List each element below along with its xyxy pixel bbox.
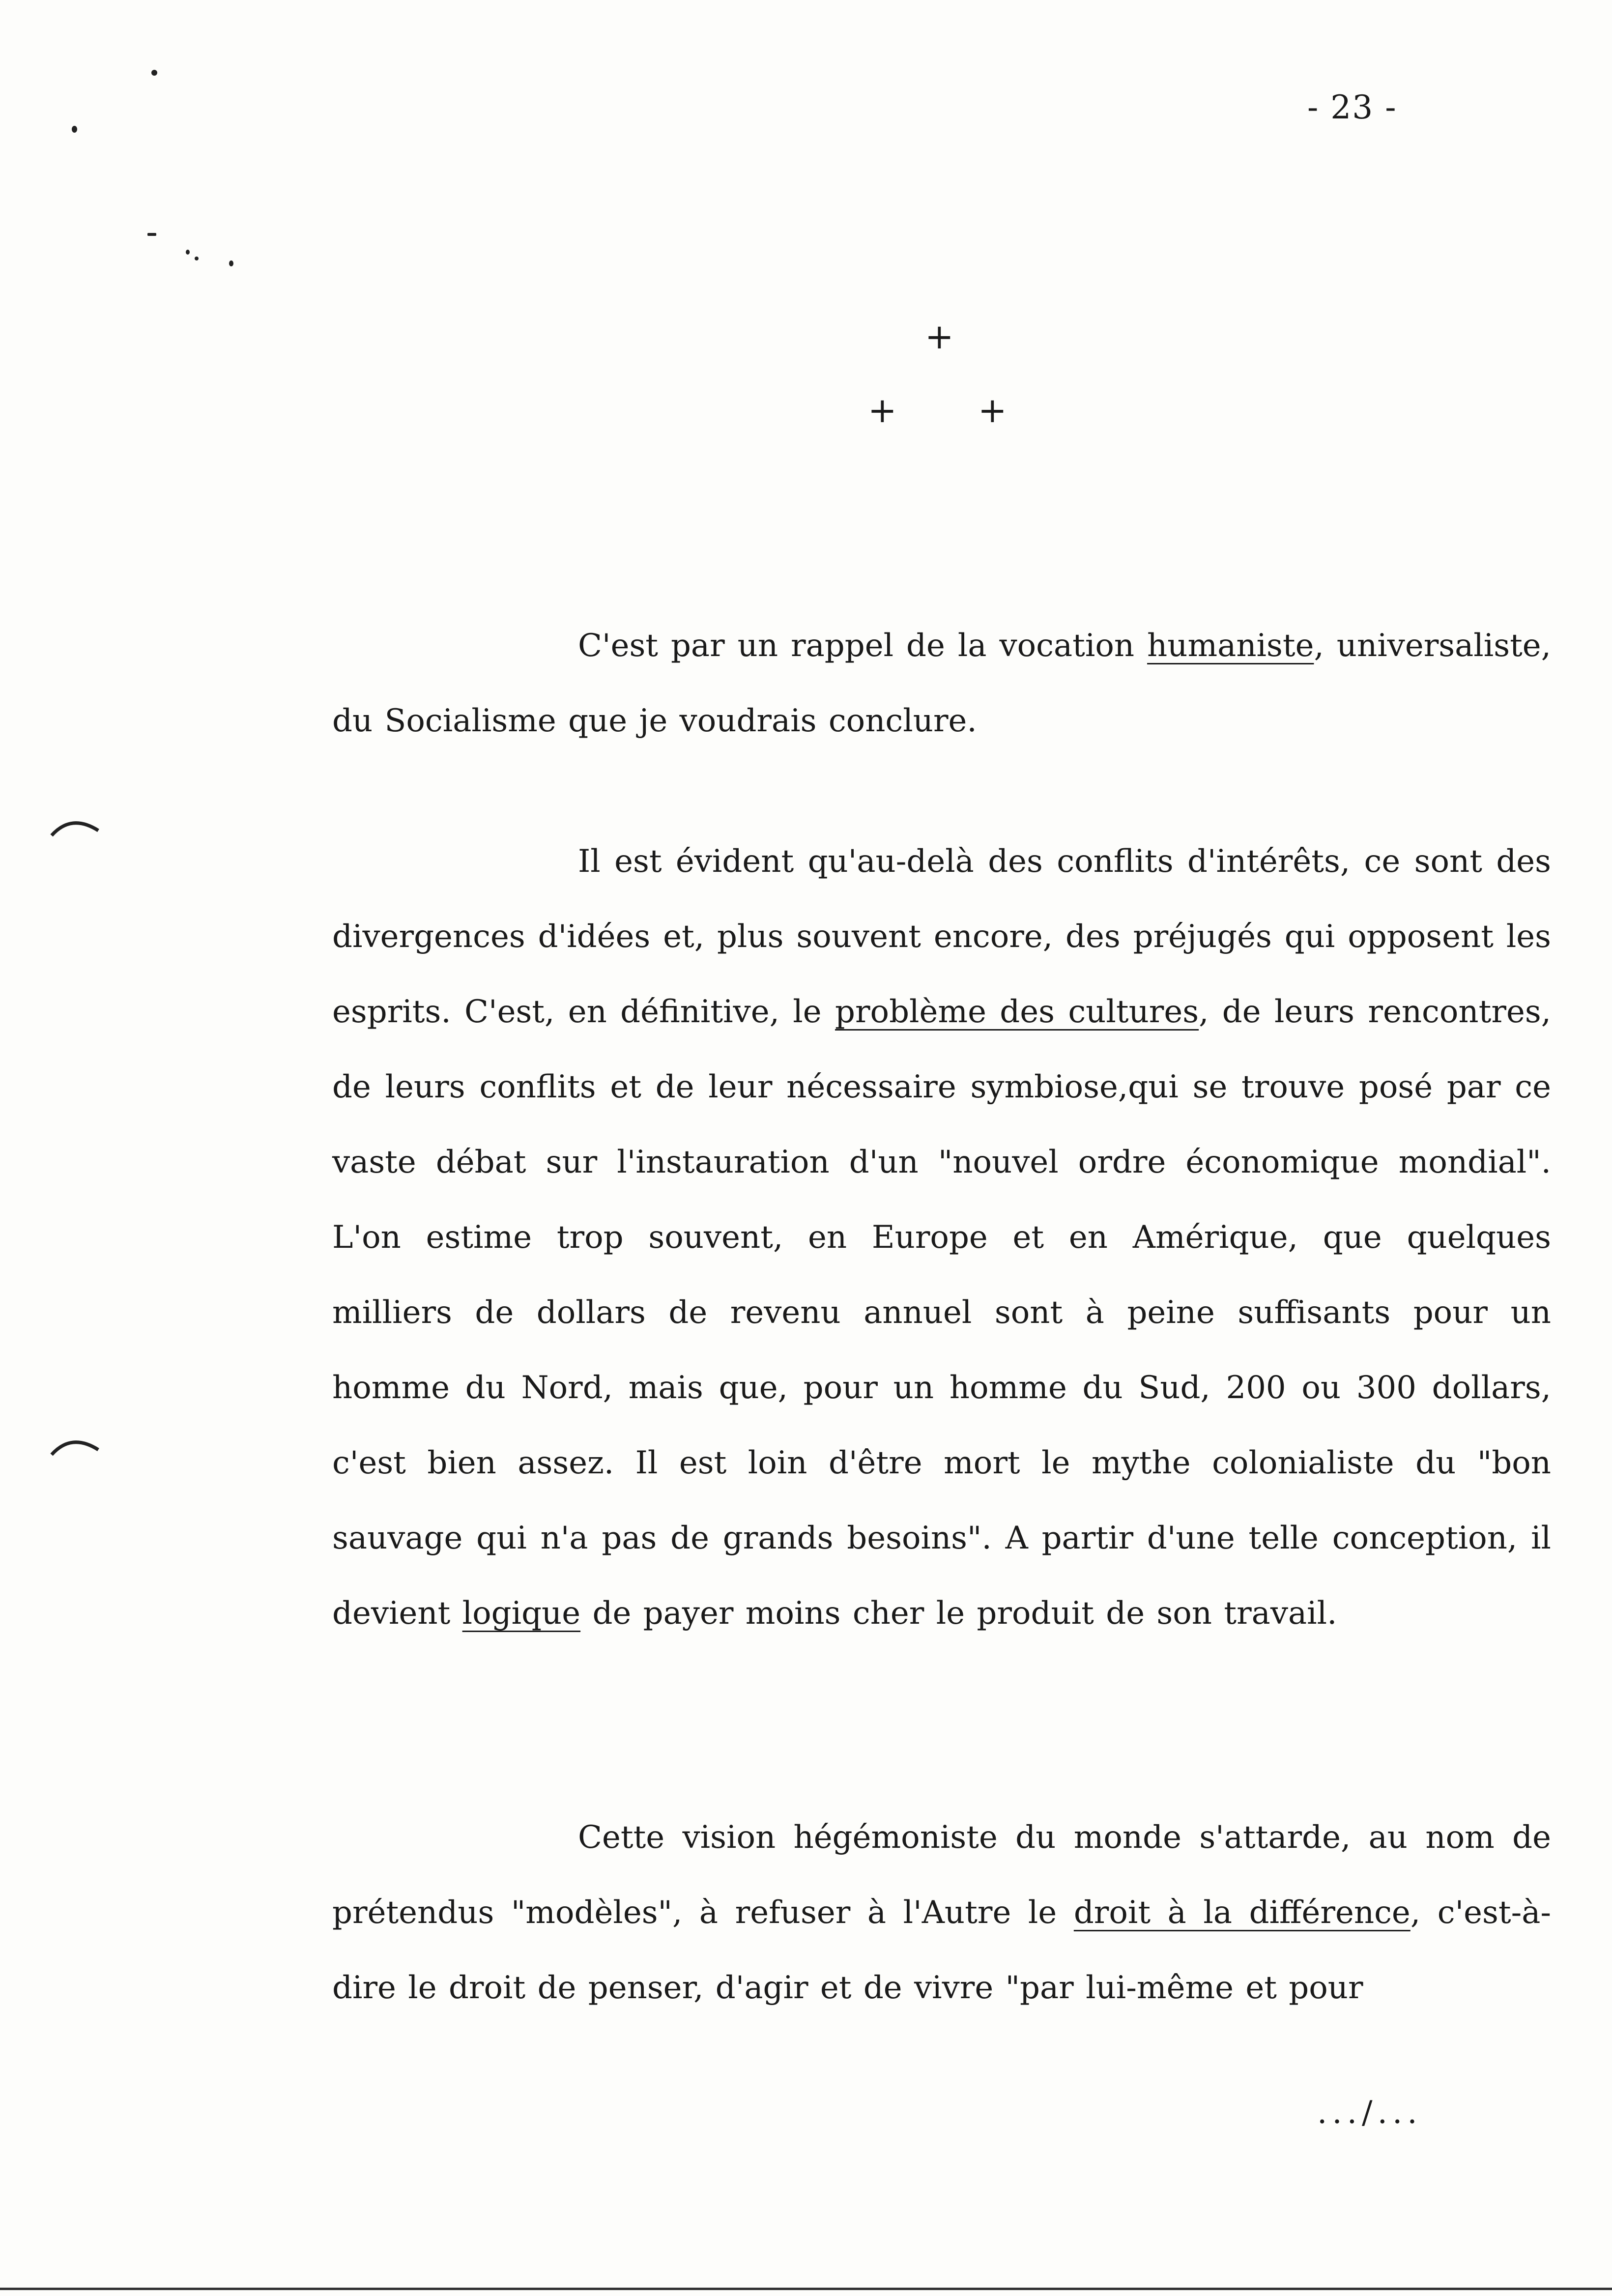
text-run: , universaliste, du Socialisme que je voudrais conclure. xyxy=(332,628,1552,739)
underlined-text-probleme-des-cultures: problème des cultures xyxy=(835,994,1199,1030)
scan-speck xyxy=(72,126,77,133)
scan-speck xyxy=(147,233,156,236)
scan-speck xyxy=(151,70,157,76)
paragraph-1 xyxy=(332,608,1551,759)
text-run: , c'est-à-dire le droit de penser, d'agir et de vivre "par lui-même et pour xyxy=(332,1894,1552,2006)
text-run: Cette vision hégémoniste du monde s'attarde, au nom de prétendus "modèles", à refuser à l'Autre le xyxy=(332,1819,1551,1931)
paragraph-3 xyxy=(332,1800,1551,2026)
scan-speck xyxy=(195,257,199,260)
continuation-marker: .../... xyxy=(1317,2095,1422,2131)
text-run: Il est évident qu'au-delà des conflits d'intérêts, ce sont des divergences d'idées et, plus souvent encore, des préjugés qui opposent les esprits. C'est, en définitive, le xyxy=(332,843,1551,1030)
ornament-plus-right: + xyxy=(978,390,1007,430)
text-run: , de leurs rencontres, de leurs conflits et de leur nécessaire symbiose,qui se trouve posé par ce vaste débat sur l'instauration d'un "nouvel ordre économique mondial". L'on estime trop souvent, en Europe et en Amérique, que quelques milliers de dollars de revenu annuel sont à peine suffisants pour un homme du Nord, mais que, pour un homme du Sud, 200 ou 300 dollars, c'est bien assez. Il est loin d'être mort le mythe colonialiste du "bon sauvage qui n'a pas de grands besoins". A partir d'une telle conception, il devient xyxy=(332,994,1552,1632)
underlined-text-humaniste: humaniste xyxy=(1147,628,1314,664)
paragraph-2 xyxy=(332,824,1551,1651)
underlined-text-droit-a-la-difference: droit à la différence xyxy=(1073,1894,1410,1931)
margin-punch-mark xyxy=(49,811,103,840)
text-run: C'est par un rappel de la vocation xyxy=(578,628,1148,664)
ornament-plus-top: + xyxy=(925,316,954,357)
page-bottom-edge xyxy=(0,2288,1612,2290)
underlined-text-logique: logique xyxy=(462,1595,581,1632)
scan-speck xyxy=(186,250,190,255)
ornament-plus-left: + xyxy=(868,390,897,430)
page-number: - 23 - xyxy=(1307,88,1397,126)
scan-speck xyxy=(229,260,233,266)
margin-punch-mark xyxy=(49,1430,103,1460)
text-run: de payer moins cher le produit de son travail. xyxy=(580,1595,1337,1632)
